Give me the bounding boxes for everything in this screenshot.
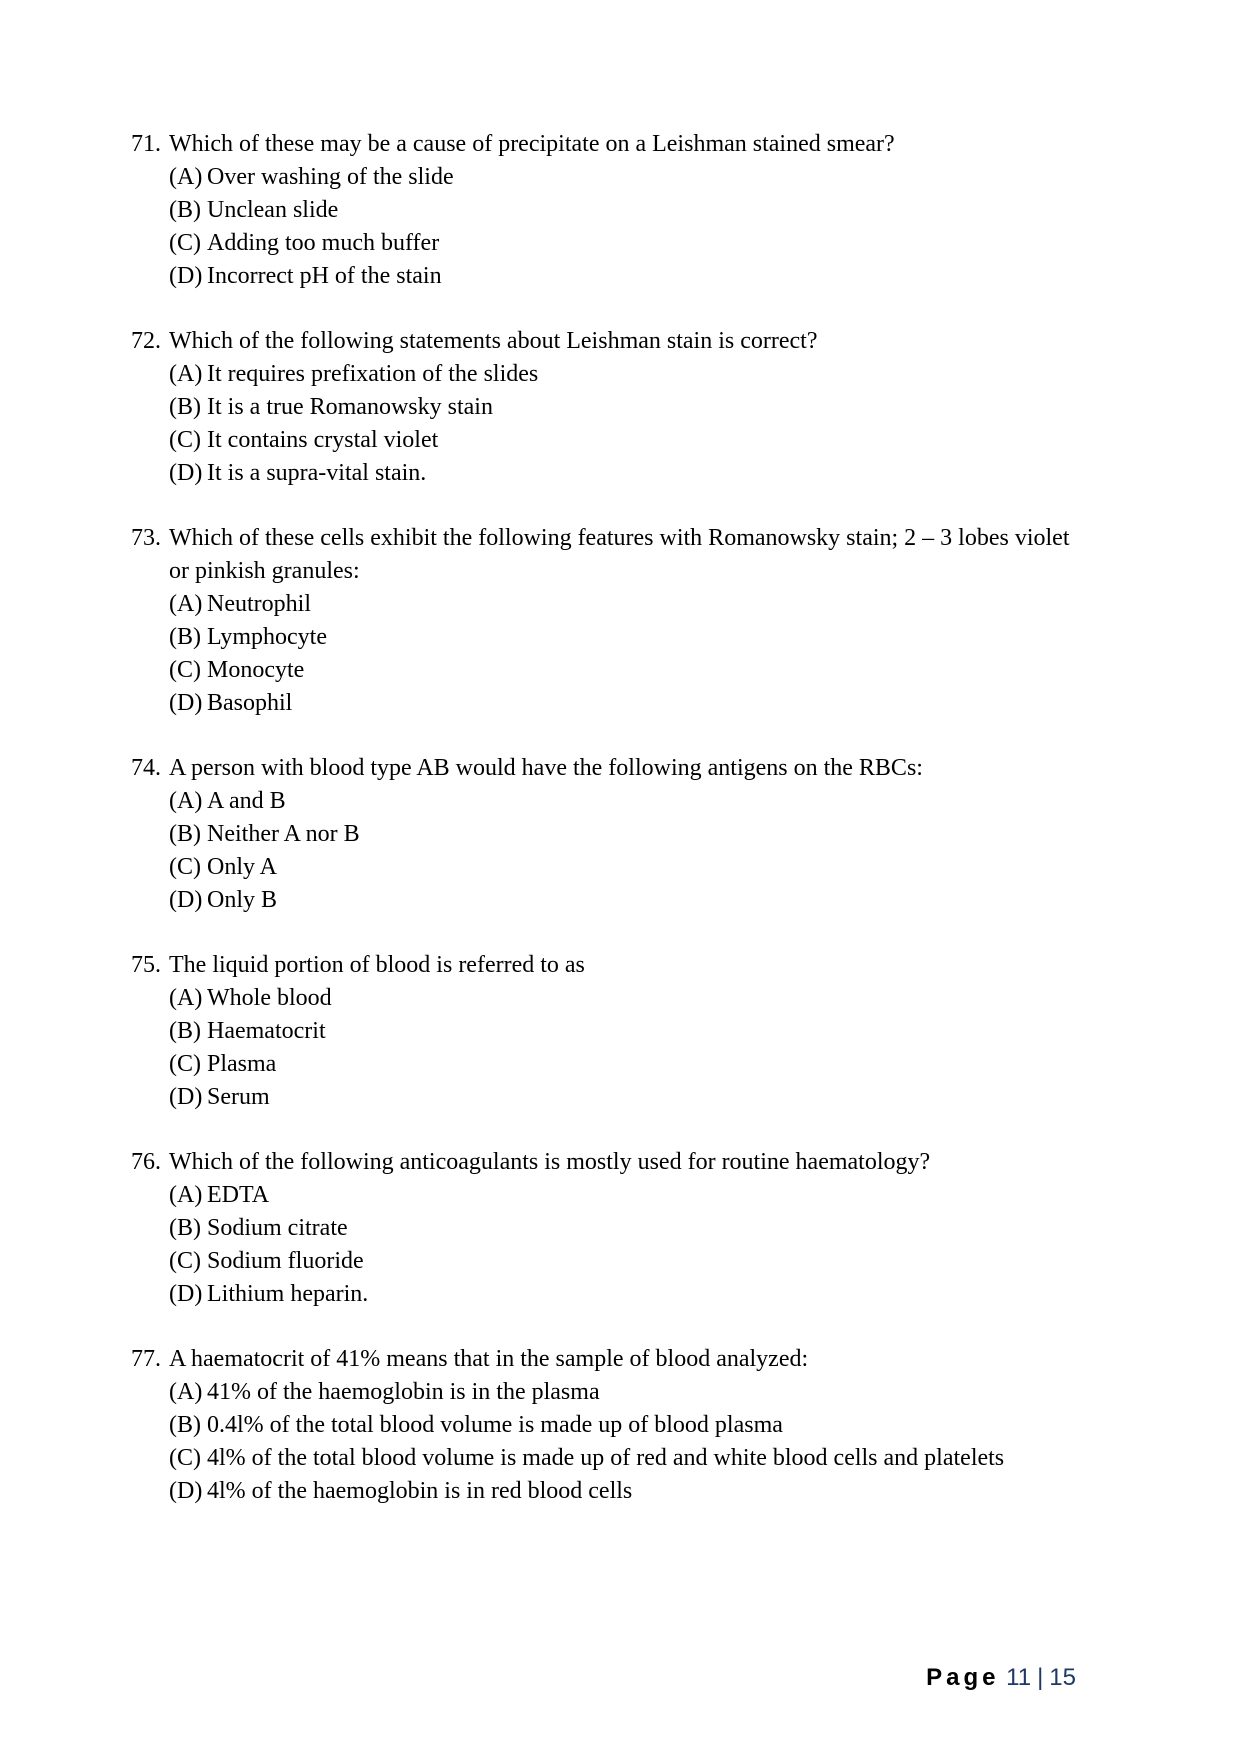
option-text: A and B: [207, 788, 286, 814]
option-letter: (A): [169, 788, 203, 814]
option-item: [169, 785, 1091, 818]
option-text: Serum: [207, 1084, 270, 1110]
question-number: 73.: [131, 525, 161, 551]
option-letter: (B): [169, 394, 201, 420]
option-item: [169, 851, 1091, 884]
option-item: [169, 621, 1091, 654]
option-item: [169, 1278, 1091, 1311]
question-list: [131, 128, 1091, 1540]
option-item: [169, 260, 1091, 293]
option-letter: (C): [169, 427, 201, 453]
option-letter: (C): [169, 1051, 201, 1077]
option-item: [169, 884, 1091, 917]
option-letter: (D): [169, 1478, 203, 1504]
question-number: 71.: [131, 131, 161, 157]
question-item: [131, 949, 1091, 1114]
option-item: [169, 588, 1091, 621]
option-text: It contains crystal violet: [207, 427, 439, 453]
option-item: [169, 161, 1091, 194]
page-label: Page: [926, 1664, 1000, 1691]
question-item: [131, 1146, 1091, 1311]
option-letter: (C): [169, 854, 201, 880]
option-item: [169, 1245, 1091, 1278]
option-item: [169, 1015, 1091, 1048]
option-letter: (D): [169, 690, 203, 716]
option-text: Plasma: [207, 1051, 277, 1077]
option-letter: (D): [169, 1084, 203, 1110]
question-text: Which of these cells exhibit the following features with Romanowsky stain; 2 – 3 lobes violet or pinkish granules:: [169, 525, 1070, 584]
question-number: 75.: [131, 952, 161, 978]
option-text: It requires prefixation of the slides: [207, 361, 539, 387]
option-text: Monocyte: [207, 657, 305, 683]
option-text: 4l% of the total blood volume is made up of red and white blood cells and platelets: [207, 1445, 1005, 1471]
option-text: Only B: [207, 887, 278, 913]
option-item: [169, 194, 1091, 227]
option-letter: (A): [169, 164, 203, 190]
option-text: Neither A nor B: [207, 821, 360, 847]
option-item: [169, 1376, 1091, 1409]
option-letter: (B): [169, 1018, 201, 1044]
option-text: Adding too much buffer: [207, 230, 440, 256]
question-item: [131, 522, 1091, 720]
option-letter: (C): [169, 230, 201, 256]
question-text: Which of the following anticoagulants is mostly used for routine haematology?: [169, 1149, 931, 1175]
question-number: 72.: [131, 328, 161, 354]
option-item: [169, 1409, 1091, 1442]
question-number: 76.: [131, 1149, 161, 1175]
option-text: Sodium fluoride: [207, 1248, 364, 1274]
option-letter: (C): [169, 657, 201, 683]
option-text: Lymphocyte: [207, 624, 327, 650]
option-text: 41% of the haemoglobin is in the plasma: [207, 1379, 600, 1405]
option-item: [169, 391, 1091, 424]
option-text: It is a supra-vital stain.: [207, 460, 427, 486]
option-text: Unclean slide: [207, 197, 339, 223]
total-pages: 15: [1049, 1664, 1076, 1691]
option-text: Haematocrit: [207, 1018, 326, 1044]
option-item: [169, 1048, 1091, 1081]
option-item: [169, 424, 1091, 457]
question-text: A person with blood type AB would have the following antigens on the RBCs:: [169, 755, 923, 781]
option-text: Over washing of the slide: [207, 164, 454, 190]
option-text: Incorrect pH of the stain: [207, 263, 442, 289]
question-text: The liquid portion of blood is referred to as: [169, 952, 585, 978]
option-letter: (A): [169, 1182, 203, 1208]
option-text: EDTA: [207, 1182, 270, 1208]
page-separator: |: [1037, 1664, 1044, 1691]
option-text: It is a true Romanowsky stain: [207, 394, 493, 420]
option-item: [169, 457, 1091, 490]
option-item: [169, 358, 1091, 391]
question-text: Which of these may be a cause of precipitate on a Leishman stained smear?: [169, 131, 895, 157]
option-item: [169, 1442, 1091, 1475]
option-letter: (B): [169, 1215, 201, 1241]
option-letter: (B): [169, 821, 201, 847]
option-text: Whole blood: [207, 985, 332, 1011]
option-item: [169, 687, 1091, 720]
option-text: Only A: [207, 854, 278, 880]
question-number: 74.: [131, 755, 161, 781]
option-item: [169, 1179, 1091, 1212]
question-number: 77.: [131, 1346, 161, 1372]
option-text: Neutrophil: [207, 591, 311, 617]
option-letter: (D): [169, 263, 203, 289]
option-item: [169, 1475, 1091, 1508]
option-text: 4l% of the haemoglobin is in red blood cells: [207, 1478, 633, 1504]
option-item: [169, 1081, 1091, 1114]
option-letter: (B): [169, 197, 201, 223]
option-item: [169, 1212, 1091, 1245]
question-item: [131, 325, 1091, 490]
option-item: [169, 982, 1091, 1015]
option-text: 0.4l% of the total blood volume is made up of blood plasma: [207, 1412, 783, 1438]
option-letter: (C): [169, 1445, 201, 1471]
option-letter: (C): [169, 1248, 201, 1274]
option-item: [169, 227, 1091, 260]
option-text: Basophil: [207, 690, 293, 716]
question-text: Which of the following statements about Leishman stain is correct?: [169, 328, 818, 354]
option-letter: (B): [169, 624, 201, 650]
option-letter: (A): [169, 1379, 203, 1405]
option-letter: (A): [169, 591, 203, 617]
option-item: [169, 654, 1091, 687]
option-letter: (A): [169, 361, 203, 387]
question-text: A haematocrit of 41% means that in the sample of blood analyzed:: [169, 1346, 809, 1372]
option-letter: (A): [169, 985, 203, 1011]
option-letter: (D): [169, 887, 203, 913]
option-letter: (D): [169, 460, 203, 486]
page-number: 11: [1006, 1664, 1032, 1691]
page-footer: [926, 1663, 1076, 1693]
option-item: [169, 818, 1091, 851]
question-item: [131, 752, 1091, 917]
option-text: Lithium heparin.: [207, 1281, 369, 1307]
option-letter: (D): [169, 1281, 203, 1307]
question-item: [131, 1343, 1091, 1508]
question-item: [131, 128, 1091, 293]
option-letter: (B): [169, 1412, 201, 1438]
option-text: Sodium citrate: [207, 1215, 348, 1241]
